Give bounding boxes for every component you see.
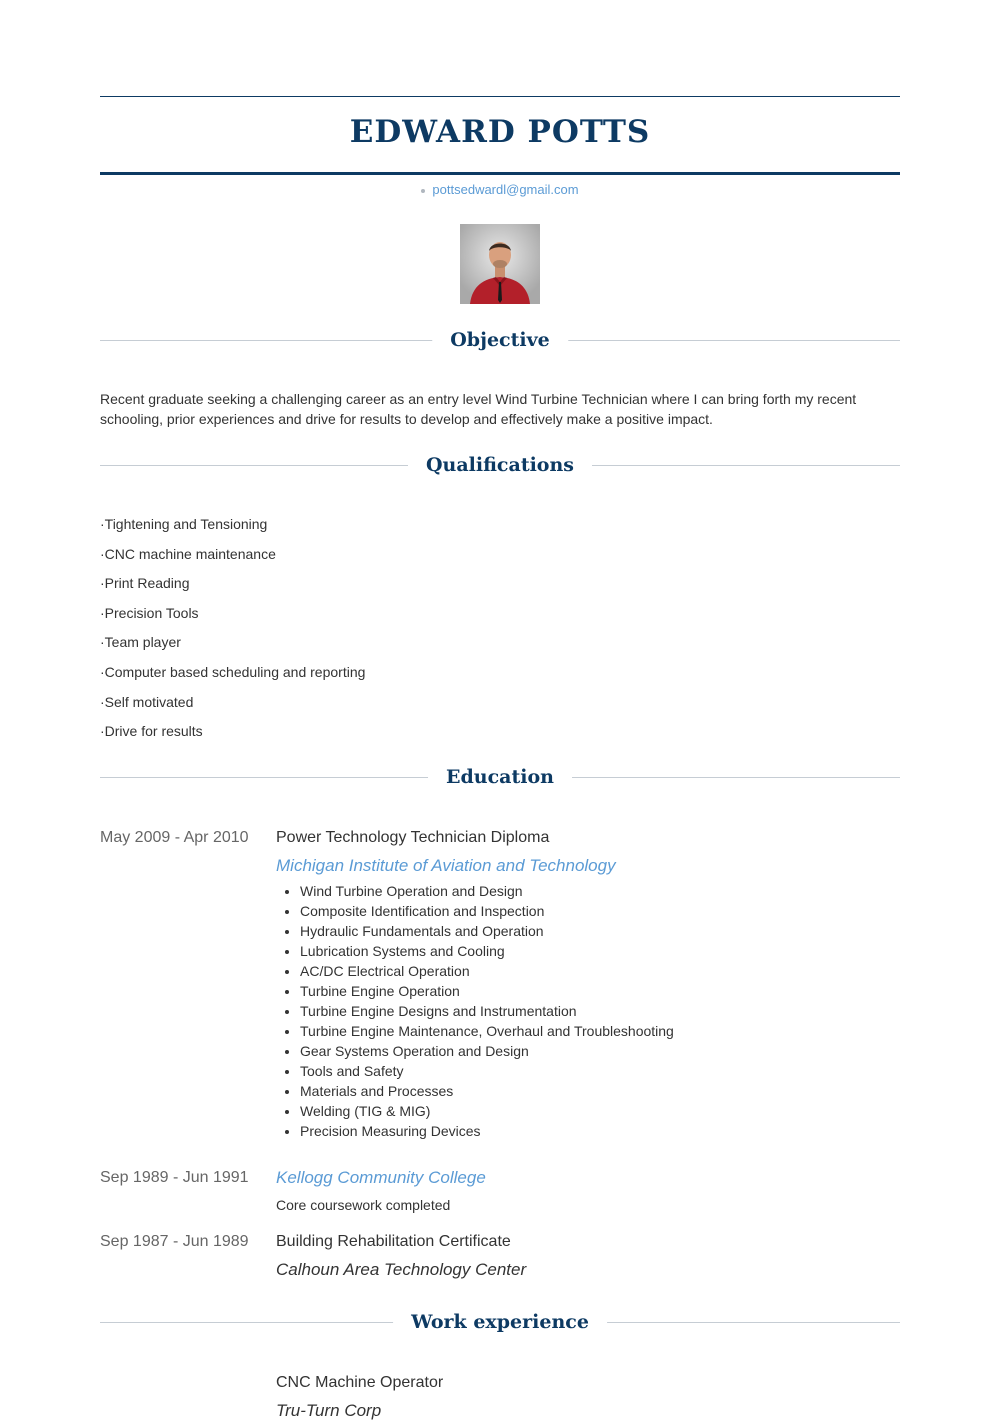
list-item: ·Precision Tools	[100, 604, 199, 621]
school-name: Calhoun Area Technology Center	[276, 1260, 527, 1279]
company-name: Tru-Turn Corp	[276, 1401, 382, 1420]
job-title: CNC Machine Operator	[276, 1374, 444, 1391]
objective-text: Recent graduate seeking a challenging career as an entry level Wind Turbine Technician where I can bring forth my recent schooling, prior experiences and drive for results to develop and effectively make a positive impact.	[100, 391, 857, 427]
degree-title: Building Rehabilitation Certificate	[276, 1233, 511, 1250]
list-item: • Lubrication Systems and Cooling	[300, 941, 896, 961]
list-item: • Gear Systems Operation and Design	[300, 1041, 896, 1061]
list-item: • Wind Turbine Operation and Design	[300, 881, 896, 901]
list-item: • Turbine Engine Operation	[300, 981, 896, 1001]
section-work-experience	[100, 1308, 900, 1338]
list-item: • Hydraulic Fundamentals and Operation	[300, 921, 896, 941]
entry-date: Sep 1989 - Jun 1991	[100, 1169, 249, 1186]
list-item: • Materials and Processes	[300, 1081, 896, 1101]
section-title: Education	[428, 763, 572, 791]
list-item: • AC/DC Electrical Operation	[300, 961, 896, 981]
entry-body	[276, 1167, 896, 1215]
section-title: Qualifications	[408, 451, 592, 479]
name-underline	[100, 172, 900, 175]
list-item: ·Computer based scheduling and reporting	[100, 663, 366, 680]
list-item: ·Self motivated	[100, 693, 194, 710]
bullet-dot-icon	[421, 189, 425, 193]
list-item: ·Print Reading	[100, 575, 190, 592]
list-item: • Composite Identification and Inspection	[300, 901, 896, 921]
candidate-name: EDWARD POTTS	[349, 114, 651, 150]
list-item: • Tools and Safety	[300, 1061, 896, 1081]
entry-date: Sep 1987 - Jun 1989	[100, 1233, 249, 1250]
section-education	[100, 763, 900, 793]
list-item: ·CNC machine maintenance	[100, 545, 276, 562]
qualifications-list	[100, 514, 365, 751]
list-item: ·Tightening and Tensioning	[100, 516, 268, 532]
entry-date: May 2009 - Apr 2010	[100, 829, 249, 846]
section-qualifications	[100, 451, 900, 481]
section-title: Objective	[432, 326, 568, 354]
list-item: • Welding (TIG & MIG)	[300, 1101, 896, 1121]
work-entry	[276, 1372, 896, 1422]
top-rule	[100, 96, 900, 97]
entry-note: Core coursework completed	[276, 1197, 451, 1213]
list-item: • Turbine Engine Maintenance, Overhaul and Troubleshooting	[300, 1021, 896, 1041]
list-item: ·Drive for results	[100, 723, 203, 740]
degree-title: Power Technology Technician Diploma	[276, 829, 550, 846]
list-item: • Precision Measuring Devices	[300, 1121, 896, 1141]
profile-photo	[460, 224, 540, 304]
section-objective	[100, 326, 900, 356]
section-title: Work experience	[393, 1308, 607, 1336]
list-item: • Turbine Engine Designs and Instrumentation	[300, 1001, 896, 1021]
entry-body	[276, 827, 896, 1141]
entry-body	[276, 1231, 896, 1281]
list-item: ·Team player	[100, 634, 181, 651]
person-photo-icon	[460, 224, 540, 304]
email-link[interactable]: pottsedwardl@gmail.com	[432, 182, 579, 197]
school-link[interactable]: Michigan Institute of Aviation and Technology	[276, 856, 616, 875]
school-link[interactable]: Kellogg Community College	[276, 1168, 486, 1187]
course-list	[276, 881, 896, 1141]
contact-line	[100, 182, 900, 197]
